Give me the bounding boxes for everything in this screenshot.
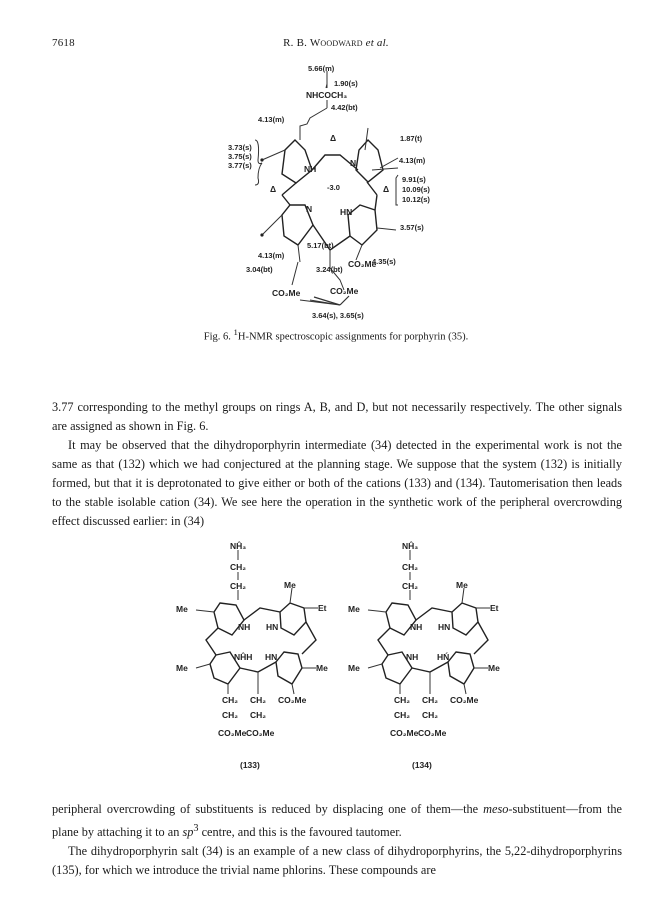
s134-hn: HN xyxy=(438,622,451,632)
s134-co2me3: CO₂Me xyxy=(418,728,447,738)
structure-133 xyxy=(176,540,328,770)
s134-me-top: Me xyxy=(456,580,468,590)
paragraph-overcrowding xyxy=(52,800,622,842)
s134-ch2a: CH₂ xyxy=(402,562,419,572)
fig6-label-c: NHCOCH₃ xyxy=(306,90,348,100)
fig6-label-m: NH xyxy=(304,164,317,174)
s133-ch2d: CH₂ xyxy=(250,695,267,705)
s134-et: Et xyxy=(490,603,499,613)
s133-hn2: HN xyxy=(265,652,278,662)
s133-ch2a: CH₂ xyxy=(230,562,247,572)
fig6-label-w: 4.13(m) xyxy=(258,251,285,260)
fig6-label-q: 9.91(s) xyxy=(402,175,426,184)
fig6-label-t: N xyxy=(306,204,313,214)
s133-ch2e: CH₂ xyxy=(222,710,239,720)
fig6-label-n: -3.0 xyxy=(327,183,340,192)
paragraph-tautomer: It may be observed that the dihydroporphyrin intermediate (34) detected in the experimental work is not the same as that (132) which we had conjectured at the planning stage. We suppose that the system (132) is initially formed, but that it is deprotonated to give either or both of the cations (133) and (134). Tautomerisation then leads to the stable isolable cation (34). We see here the operation in the synthetic work of the peripheral overcrowding effect discussed earlier: in (34) xyxy=(52,438,622,528)
fig6-label-ab: 3.24(bt) xyxy=(316,265,343,274)
fig6-label-v: 3.57(s) xyxy=(400,223,424,232)
s134-ch2d: CH₂ xyxy=(422,695,439,705)
s134-ch2f: CH₂ xyxy=(422,710,439,720)
s134-label: (134) xyxy=(412,760,432,770)
s133-ch2c: CH₂ xyxy=(222,695,239,705)
fig6-label-s: 10.12(s) xyxy=(402,195,430,204)
fig6-label-j: 1.87(t) xyxy=(400,134,423,143)
fig6-label-l: N xyxy=(350,158,357,168)
p2-text-3: centre, and this is the favoured tautomer. xyxy=(198,825,402,840)
fig6-label-u: HN xyxy=(340,207,353,217)
fig6-label-d: 4.42(bt) xyxy=(331,103,358,112)
s133-me-bl: Me xyxy=(176,663,188,673)
p2-text-2: -substituent—from the plane by attaching it to an xyxy=(52,802,622,840)
fig6-label-r: 10.09(s) xyxy=(402,185,430,194)
s133-label: (133) xyxy=(240,760,260,770)
page-number: 7618 xyxy=(52,37,75,49)
s133-nh-plus: NĤH xyxy=(234,652,253,662)
p2-text-1: peripheral overcrowding of substituents is reduced by displacing one of them—the xyxy=(52,802,484,816)
body-text-lower xyxy=(52,800,622,880)
s134-me-left: Me xyxy=(348,604,360,614)
s133-me-top: Me xyxy=(284,580,296,590)
fig6-label-a: 5.66(m) xyxy=(308,64,335,73)
fig6-label-p: Δ xyxy=(383,184,390,194)
s134-ch2b: CH₂ xyxy=(402,581,419,591)
fig6-label-x: 5.17(bt) xyxy=(307,241,334,250)
s134-me-bl: Me xyxy=(348,663,360,673)
fig6-label-b: 1.90(s) xyxy=(334,79,358,88)
paragraph-phlorins: The dihydroporphyrin salt (34) is an example of a new class of dihydroporphyrins, the 5,22-dihydroporphyrins (135), for which we introduce the trivial name phlorins. These compounds are xyxy=(52,844,622,878)
caption-text: H-NMR spectroscopic assignments for porphyrin (35). xyxy=(237,331,469,343)
caption-sup: 1 xyxy=(233,327,238,337)
structure-134 xyxy=(348,540,500,770)
caption-prefix: Fig. 6. xyxy=(203,331,234,343)
s134-me-br: Me xyxy=(488,663,500,673)
fig6-label-f: 3.73(s) xyxy=(228,143,252,152)
s133-me-left: Me xyxy=(176,604,188,614)
running-head-authors: R. B. Woodward xyxy=(283,37,363,49)
figure-6-caption xyxy=(0,327,672,343)
paragraph-continuation: 3.77 corresponding to the methyl groups on rings A, B, and D, but not necessarily respectively. The other signals are assigned as shown in Fig. 6. xyxy=(52,400,622,433)
fig6-label-ae: 3.64(s), 3.65(s) xyxy=(312,311,364,320)
fig6-label-ad: CO₂Me xyxy=(330,286,359,296)
body-text-upper xyxy=(52,398,622,531)
fig6-label-k: 4.13(m) xyxy=(399,156,426,165)
s133-nh: NH xyxy=(238,622,251,632)
s133-ch2b: CH₂ xyxy=(230,581,247,591)
s133-co2me3: CO₂Me xyxy=(246,728,275,738)
s134-co2me1: CO₂Me xyxy=(450,695,479,705)
s134-co2me2: CO₂Me xyxy=(390,728,419,738)
s134-ch2e: CH₂ xyxy=(394,710,411,720)
s134-nh: NH xyxy=(410,622,423,632)
s134-ch2c: CH₂ xyxy=(394,695,411,705)
s134-hn-plus: HŃ xyxy=(437,652,450,662)
fig6-label-o: Δ xyxy=(270,184,277,194)
s133-et: Et xyxy=(318,603,327,613)
s133-co2me1: CO₂Me xyxy=(278,695,307,705)
fig6-label-i: Δ xyxy=(330,133,337,143)
p2-sup: 3 xyxy=(193,823,199,834)
s133-co2me2: CO₂Me xyxy=(218,728,247,738)
s134-nh2: NH xyxy=(406,652,419,662)
s133-hn: HN xyxy=(266,622,279,632)
figure-6-porphyrin xyxy=(228,64,430,320)
fig6-label-ac: CO₂Me xyxy=(272,288,301,298)
fig6-label-h: 3.77(s) xyxy=(228,161,252,170)
s133-me-br: Me xyxy=(316,663,328,673)
p2-meso: meso xyxy=(483,802,509,816)
fig6-label-y: CO₂Me xyxy=(348,259,377,269)
p2-sp: sp xyxy=(182,825,194,840)
fig6-label-z: 4.35(s) xyxy=(372,257,396,266)
running-head-etal: et al. xyxy=(365,37,389,49)
fig6-label-e: 4.13(m) xyxy=(258,115,285,124)
s133-ch2f: CH₂ xyxy=(250,710,267,720)
s133-nh3: NĤ₃ xyxy=(230,541,247,551)
fig6-label-g: 3.75(s) xyxy=(228,152,252,161)
fig6-label-aa: 3.04(bt) xyxy=(246,265,273,274)
s134-nh3: NĤ₃ xyxy=(402,541,419,551)
